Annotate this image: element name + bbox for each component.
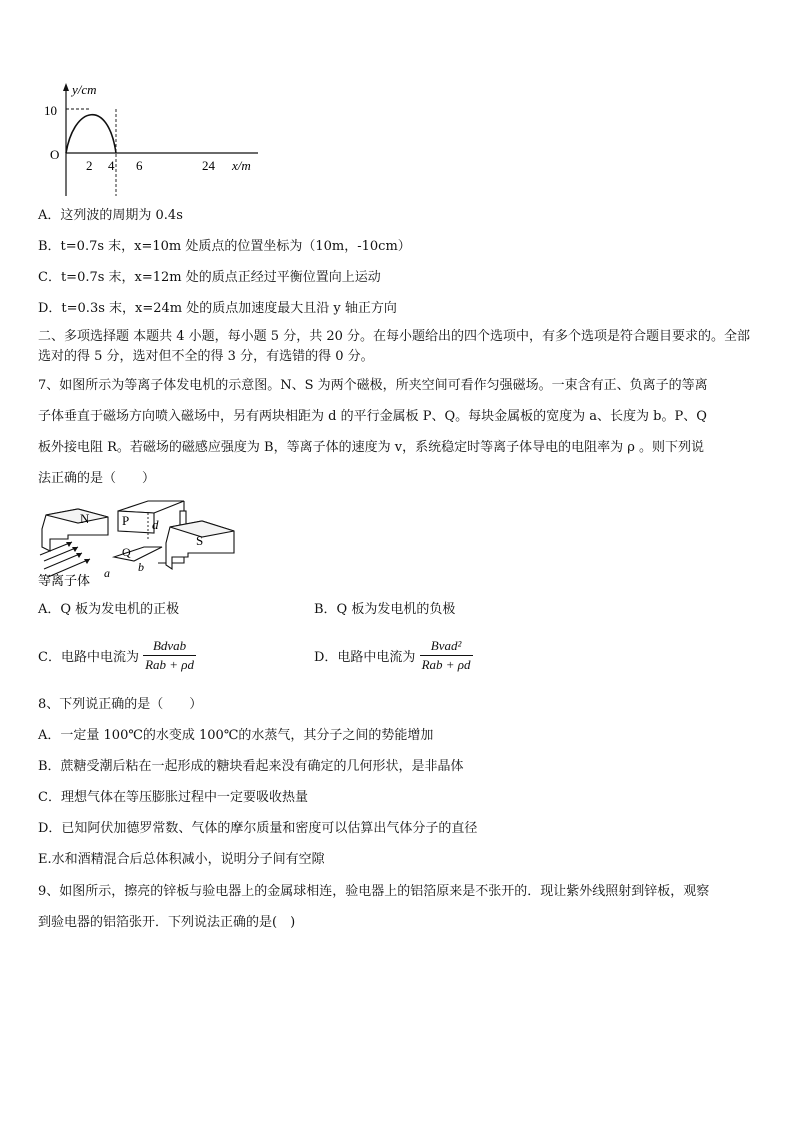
q8-stem: 8、下列说正确的是（ ） xyxy=(38,697,203,712)
q7-option-c-fraction xyxy=(143,638,196,673)
q7-option-c-numerator: Bdvab xyxy=(143,638,196,656)
q8-option-d: D．已知阿伏加德罗常数、气体的摩尔质量和密度可以估算出气体分子的直径 xyxy=(38,821,478,836)
label-a: a xyxy=(104,566,110,580)
wave-curve xyxy=(66,115,116,153)
y-axis-arrow xyxy=(63,83,69,91)
wave-graph xyxy=(38,78,268,200)
q7-option-d-numerator: Bvad² xyxy=(420,638,473,656)
q7-option-d xyxy=(314,638,473,673)
y-axis-label: y/cm xyxy=(72,82,97,97)
section2-heading: 二、多项选择题 本题共 4 小题，每小题 5 分，共 20 分。在每小题给出的四个选项中，有多个选项是符合题目要求的。全部选对的得 5 分，选对但不全的得 3 分，有选错的得 0 分。 xyxy=(38,329,751,364)
q7-option-c xyxy=(38,638,196,673)
q7-option-c-denominator: Rab + ρd xyxy=(145,657,195,672)
q9-stem-line2: 到验电器的铝箔张开．下列说法正确的是( ) xyxy=(38,915,296,930)
q9-stem-line1: 9、如图所示，擦亮的锌板与验电器上的金属球相连，验电器上的铝箔原来是不张开的．现让紫外线照射到锌板，观察 xyxy=(38,884,710,899)
q7-option-b: B．Q 板为发电机的负极 xyxy=(314,602,456,617)
label-d: d xyxy=(152,517,159,532)
q7-stem-line3: 板外接电阻 R。若磁场的磁感应强度为 B，等离子体的速度为 v，系统稳定时等离子体导电的电阻率为 ρ 。则下列说 xyxy=(38,440,704,455)
q6-option-a: A．这列波的周期为 0.4s xyxy=(38,208,183,223)
origin-label: O xyxy=(50,147,60,162)
x-tick-6: 6 xyxy=(136,158,143,173)
label-p: P xyxy=(122,513,130,528)
resistor-r xyxy=(180,511,186,525)
q7-stem-line1: 7、如图所示为等离子体发电机的示意图。N、S 为两个磁极，所夹空间可看作匀强磁场。一束含有正、负离子的等离 xyxy=(38,378,708,393)
q8-option-c: C．理想气体在等压膨胀过程中一定要吸收热量 xyxy=(38,790,308,805)
q6-option-b: B．t=0.7s 末，x=10m 处质点的位置坐标为（10m，-10cm） xyxy=(38,239,411,254)
y-tick-10: 10 xyxy=(44,103,57,118)
q7-option-a: A．Q 板为发电机的正极 xyxy=(38,602,180,617)
x-axis-label: x/m xyxy=(232,158,251,173)
label-n: N xyxy=(80,511,90,526)
plasma-generator-figure xyxy=(38,493,248,588)
label-plasma: 等离子体 xyxy=(38,574,91,588)
q7-option-c-prefix: C．电路中电流为 xyxy=(38,650,139,665)
q8-option-a: A．一定量 100℃的水变成 100℃的水蒸气，其分子之间的势能增加 xyxy=(38,728,434,743)
x-tick-2: 2 xyxy=(86,158,93,173)
x-tick-24: 24 xyxy=(202,158,215,173)
q8-option-e: E.水和酒精混合后总体积减小，说明分子间有空隙 xyxy=(38,852,325,867)
q6-option-c: C．t=0.7s 末，x=12m 处的质点正经过平衡位置向上运动 xyxy=(38,270,381,285)
x-tick-4: 4 xyxy=(108,158,115,173)
label-q: Q xyxy=(122,545,131,559)
q7-stem-line2: 子体垂直于磁场方向喷入磁场中，另有两块相距为 d 的平行金属板 P、Q。每块金属板的宽度为 a、长度为 b。P、Q xyxy=(38,409,707,424)
q7-stem-line4: 法正确的是（ ） xyxy=(38,471,156,486)
q7-option-d-prefix: D．电路中电流为 xyxy=(314,650,416,665)
label-s: S xyxy=(196,533,204,548)
label-b: b xyxy=(138,560,144,574)
q7-option-d-fraction xyxy=(420,638,473,673)
q8-option-b: B．蔗糖受潮后粘在一起形成的糖块看起来没有确定的几何形状，是非晶体 xyxy=(38,759,464,774)
q7-option-d-denominator: Rab + ρd xyxy=(421,657,471,672)
q6-option-d: D．t=0.3s 末，x=24m 处的质点加速度最大且沿 y 轴正方向 xyxy=(38,301,397,316)
